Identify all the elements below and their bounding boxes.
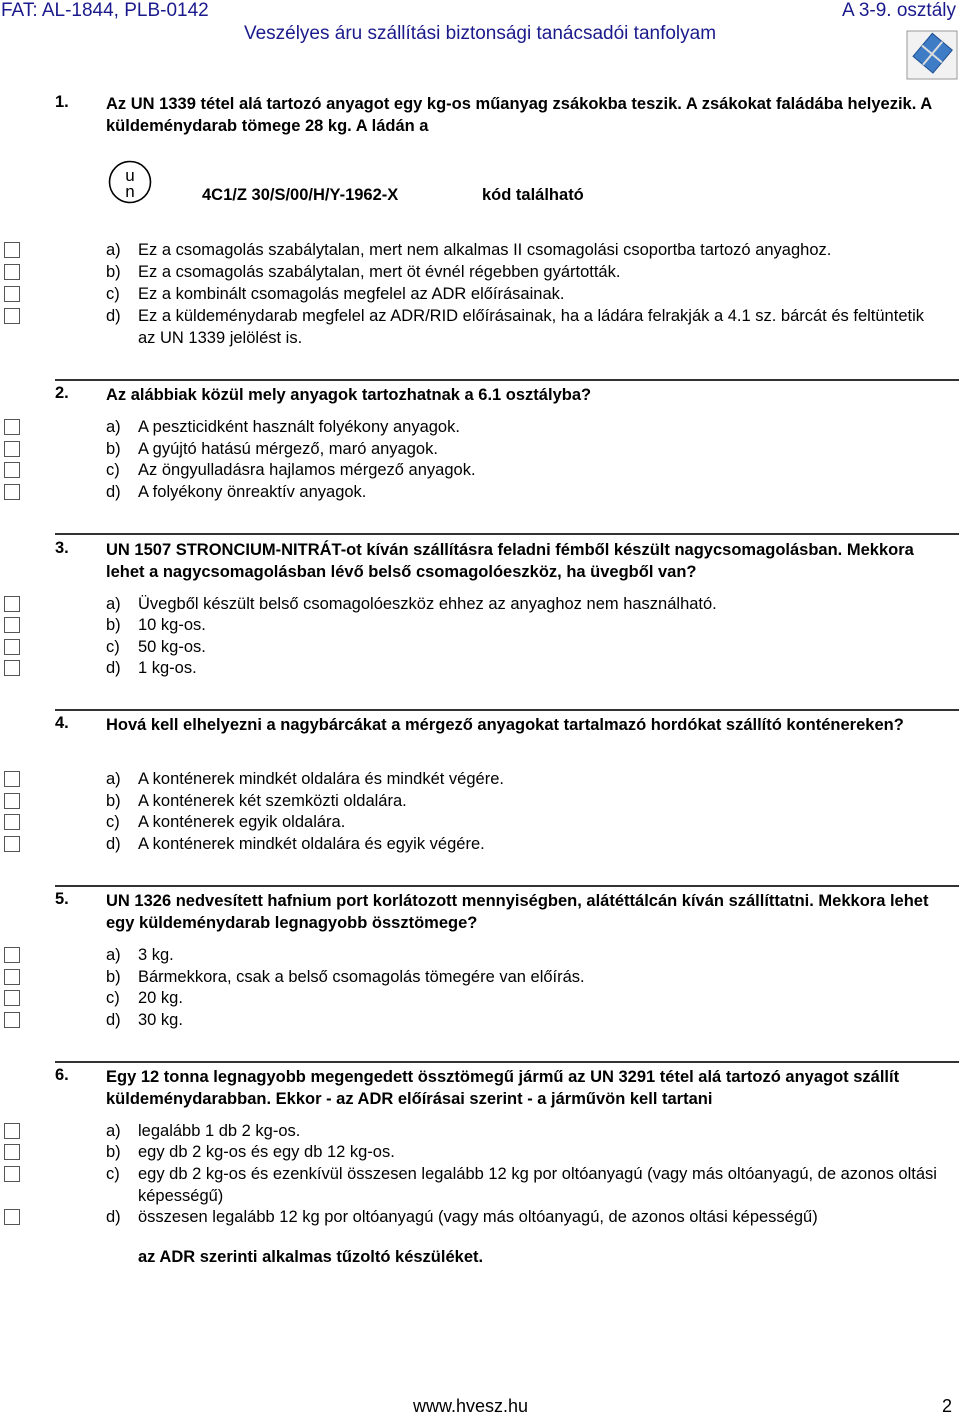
checkbox[interactable] — [4, 793, 20, 809]
divider — [55, 533, 959, 535]
divider — [55, 1061, 959, 1063]
checkbox[interactable] — [4, 484, 20, 500]
course-code: FAT: AL-1844, PLB-0142 — [1, 0, 209, 21]
divider — [55, 379, 959, 381]
checkbox[interactable] — [4, 308, 20, 324]
un-packaging-mark-icon — [108, 160, 152, 204]
checkbox[interactable] — [4, 264, 20, 280]
q4-number: 4. — [55, 714, 69, 732]
footer-website-link[interactable]: www.hvesz.hu — [413, 1396, 529, 1416]
page-number: 2 — [942, 1396, 953, 1416]
checkbox[interactable] — [4, 990, 20, 1006]
q1-number: 1. — [55, 93, 69, 111]
svg-text:n: n — [125, 182, 135, 201]
checkbox[interactable] — [4, 441, 20, 457]
checkbox[interactable] — [4, 639, 20, 655]
checkbox[interactable] — [4, 660, 20, 676]
q5-text: UN 1326 nedvesített hafnium port korlátozott mennyiségben, alátéttálcán kíván szállíttatni. Mekkora lehet egy küldeménydarab legnagyobb össztömege? — [106, 892, 929, 932]
q6-number: 6. — [55, 1066, 69, 1084]
checkbox[interactable] — [4, 617, 20, 633]
q3-number: 3. — [55, 539, 69, 557]
checkbox[interactable] — [4, 969, 20, 985]
q5-number: 5. — [55, 890, 69, 908]
q4-text: Hová kell elhelyezni a nagybárcákat a mérgező anyagokat tartalmazó hordókat szállító konténereken? — [106, 716, 904, 734]
q2-number: 2. — [55, 384, 69, 402]
svg-text:u: u — [125, 166, 135, 185]
checkbox[interactable] — [4, 836, 20, 852]
q1-packaging-code: 4C1/Z 30/S/00/H/Y-1962-X — [202, 186, 399, 204]
checkbox[interactable] — [4, 814, 20, 830]
divider — [55, 885, 959, 887]
q1-text: Az UN 1339 tétel alá tartozó anyagot egy kg-os műanyag zsákokba teszik. A zsákokat faládába helyezik. A küldeménydarab tömege 28 kg. A ládán a — [106, 95, 932, 135]
q3-text: UN 1507 STRONCIUM-NITRÁT-ot kíván szállításra feladni fémből készült nagycsomagolásban. Mekkora lehet a nagycsomagolásban lévő belső csomagolóeszköz, ha üvegből van? — [106, 541, 914, 581]
q6-text: Egy 12 tonna legnagyobb megengedett össztömegű jármű az UN 3291 tétel alá tartozó anyagot szállít küldeménydarabban. Ekkor - az ADR előírásai szerint - a járművön kell tartani — [106, 1068, 900, 1108]
q2-text: Az alábbiak közül mely anyagok tartozhatnak a 6.1 osztályba? — [106, 386, 592, 404]
q1-code-suffix: kód található — [482, 186, 584, 204]
checkbox[interactable] — [4, 771, 20, 787]
checkbox[interactable] — [4, 1144, 20, 1160]
divider — [55, 709, 959, 711]
checkbox[interactable] — [4, 462, 20, 478]
checkbox[interactable] — [4, 242, 20, 258]
checkbox[interactable] — [4, 1012, 20, 1028]
checkbox[interactable] — [4, 1123, 20, 1139]
checkbox[interactable] — [4, 947, 20, 963]
hvesz-logo-icon — [906, 30, 958, 80]
checkbox[interactable] — [4, 286, 20, 302]
checkbox[interactable] — [4, 419, 20, 435]
checkbox[interactable] — [4, 596, 20, 612]
class-label: A 3-9. osztály — [841, 0, 956, 21]
q6-closing-text: az ADR szerinti alkalmas tűzoltó készüléket. — [138, 1248, 484, 1266]
course-subtitle: Veszélyes áru szállítási biztonsági tanácsadói tanfolyam — [243, 23, 717, 44]
checkbox[interactable] — [4, 1166, 20, 1182]
checkbox[interactable] — [4, 1209, 20, 1225]
